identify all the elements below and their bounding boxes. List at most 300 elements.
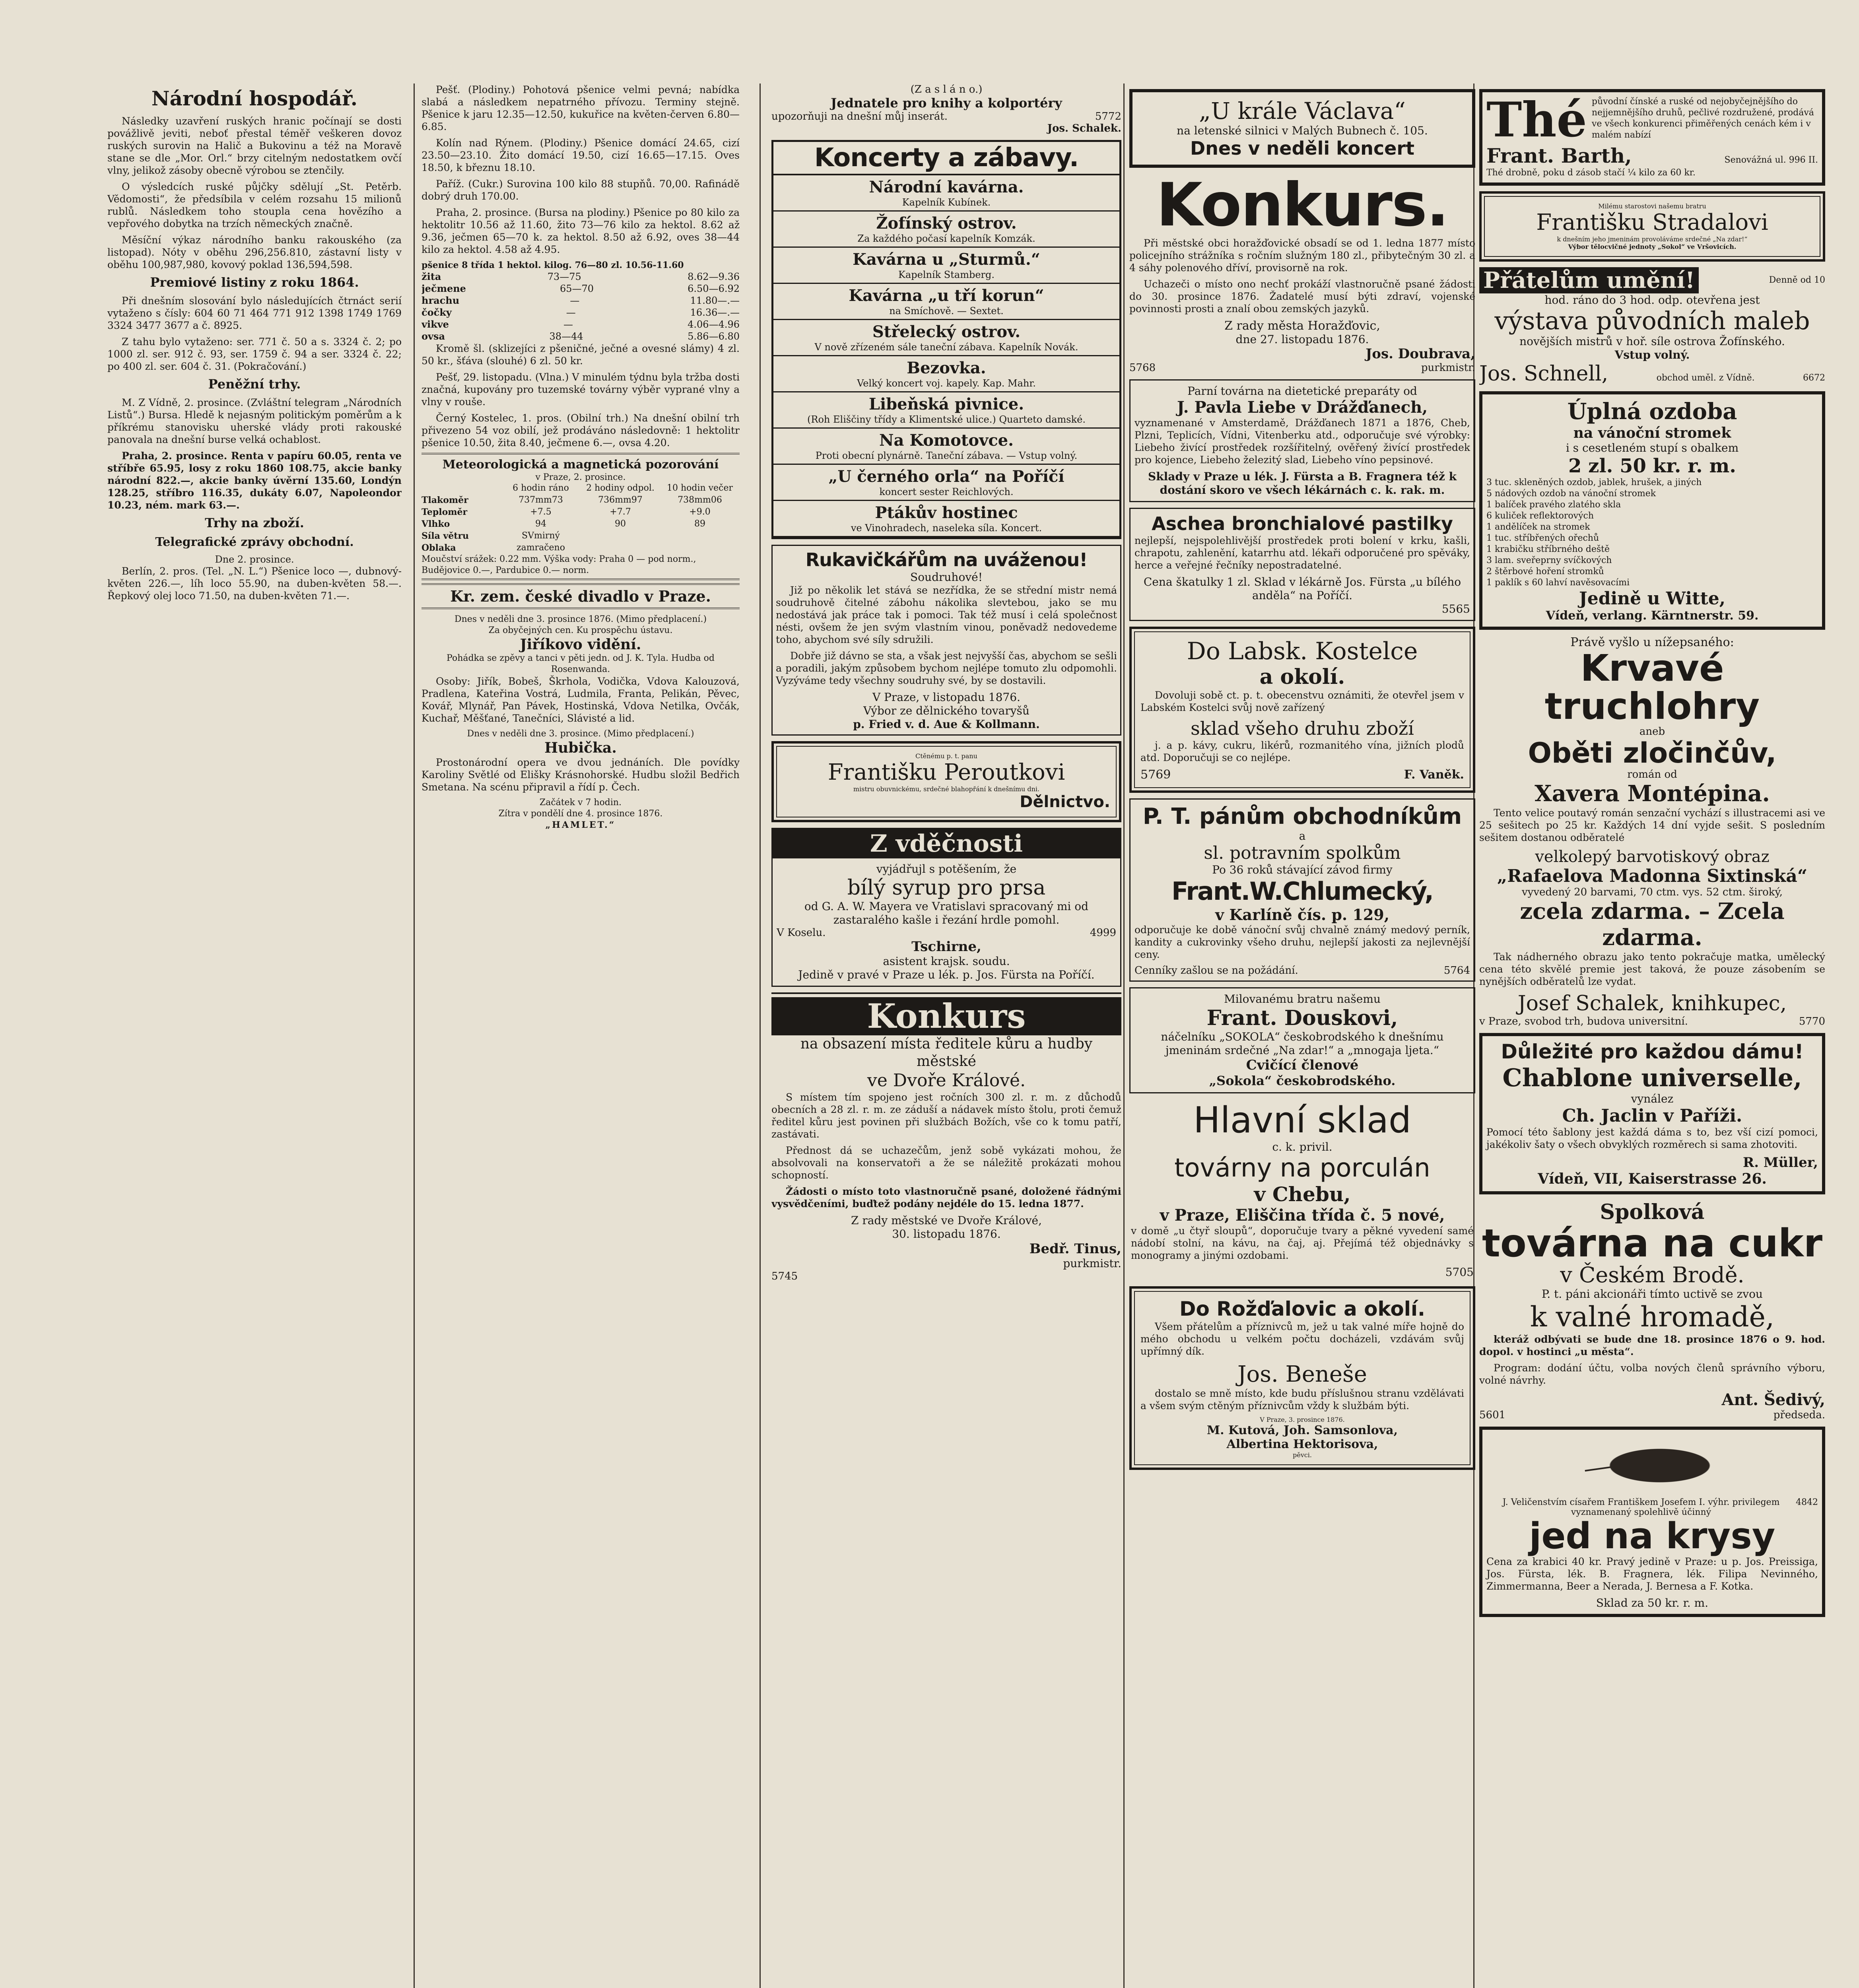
notice-number: 5772 [1095, 111, 1121, 122]
glovers-salutation: Soudruhové! [910, 571, 983, 584]
prat-fee: Vstup volný. [1614, 348, 1690, 361]
article-paragraph: Žádosti o místo toto vlastnoručně psané, doložené řádnými vysvědčeními, buďtež podány nejdéle do 15. ledna 1877. [771, 1186, 1121, 1209]
syrup-product: bílý syrup pro prsa [847, 876, 1046, 900]
article-paragraph: Tento velice poutavý román senzační vychází s illustracemi asi ve 25 sešitech po 25 kr. Každých 14 dní vyjde sešit. S posledním sešitem dostanou odběratelé [1479, 807, 1825, 843]
hlav-heading: Hlavní sklad [1193, 1099, 1412, 1141]
column-rule [414, 83, 415, 1988]
concert-detail: na Smíchově. — Sextet. [889, 305, 1004, 316]
price-table [422, 271, 740, 342]
price-cell: 8.62—9.36 [688, 271, 740, 282]
concert-venue: Kavárna u „Sturmů.“ [853, 250, 1040, 269]
glovers-heading: Rukavičkářům na uváženou! [805, 549, 1088, 571]
upl-seller: Jedině u Witte, [1579, 588, 1726, 609]
syrup-line: vyjádřujl s potěšením, že [876, 862, 1017, 876]
concert-venue: „U černého orla“ na Poříčí [828, 467, 1065, 486]
dous-line: Milovanému bratru našemu [1224, 992, 1381, 1006]
met-cell: Oblaka [422, 543, 456, 553]
article-paragraph: Již po několik let stává se nezřídka, že se střední mistr nemá soudruhově čitelné zábohu nákolika slevtebou, jako se mu nedostává jak práce tak i pomoci. Tak též musí i celá společnost nésti, ovšem že jen svým vlastním vinou, poněvadž nedovedeme toho, abychom své síly sdružili. [776, 584, 1117, 645]
roz-signature: M. Kutová, Joh. Samsonlova, [1206, 1423, 1398, 1437]
price-table-head: pšenice 8 třída 1 hektol. kilog. 76—80 zl. 10.56-11.60 [422, 260, 684, 270]
upl-heading: Úplná ozdoba [1567, 398, 1737, 425]
novel-title: Krvavé truchlohry [1544, 647, 1760, 728]
douska-greeting [1129, 987, 1475, 1093]
syrup-ad [771, 828, 1121, 987]
subsection-title: Premiové listiny z roku 1864. [150, 275, 359, 290]
tea-note: Thé drobně, poku d zásob stačí ¼ kilo za 60 kr. [1486, 168, 1696, 178]
article-paragraph: Dovoluji sobě ct. p. t. obecenstvu oznámiti, že otevřel jsem v Labském Kostelci svůj nově zařízený [1140, 689, 1464, 713]
met-section [422, 453, 740, 580]
met-cell: SVmirný [522, 531, 560, 541]
date-line: Dne 2. prosince. [215, 554, 294, 565]
met-cell: 10 hodin večer [667, 483, 733, 493]
met-row [422, 482, 740, 494]
prat-h2: výstava původních maleb [1494, 306, 1810, 335]
concert-detail: Za každého počasí kapelník Komzák. [857, 233, 1035, 244]
met-note: Moučství srážek: 0.22 mm. Výška vody: Praha 0 — pod norm., Budějovice 0.—, Pardubice 0.— norm. [422, 554, 696, 575]
prat-line: novějších mistrů v hoř. síle ostrova Žofínského. [1519, 335, 1785, 348]
sugar-city: v Českém Brodě. [1560, 1262, 1744, 1287]
subsection-title: Peněžní trhy. [208, 377, 301, 392]
price-cell: — [566, 307, 576, 318]
subsection-title: Telegrafické zprávy obchodní. [155, 535, 354, 549]
concert-entry [773, 429, 1119, 465]
syrup-heading: Z vděčnosti [773, 829, 1120, 858]
met-cell: +7.5 [530, 507, 552, 517]
theatre-line: Zítra v pondělí dne 4. prosince 1876. [498, 809, 663, 819]
article-paragraph: Program: dodání účtu, volba nových členů správního výboru, volné návrhy. [1479, 1362, 1825, 1386]
tea-merchant: Frant. Barth, [1486, 144, 1632, 167]
article-paragraph: Přednost dá se uchazečům, jenž sobě vykázati mohou, že absolvovali na konservatoři a že se náležitě prokázati mohou schopností. [771, 1145, 1121, 1181]
konkurs-signature: Jos. Doubrava, [1366, 346, 1475, 362]
article-paragraph: Pešť. (Plodiny.) Pohotová pšenice velmi pevná; nabídka slabá a následkem nepatrného přívozu. Terminy stejně. Pšenice k jaru 12.35—12.50, kukuřice na květen-červen 6.80—6.85. [422, 84, 740, 132]
upl-address: Vídeň, verlang. Kärntnerstr. 59. [1546, 609, 1759, 623]
ad-number: 6672 [1803, 373, 1825, 383]
dous-line: náčelníku „SOKOLA“ českobrodského k dnešnímu jmeninám srdečné „Na zdar!“ a „mnogaja ljeta.“ [1161, 1030, 1444, 1057]
decoration-item: 1 balíček pravého zlatého skla [1486, 500, 1621, 510]
tea-ad [1479, 89, 1825, 186]
column-ads-1 [1129, 83, 1475, 1988]
theatre-line: Začátek v 7 hodin. [539, 798, 622, 808]
column-rule [1123, 83, 1125, 1988]
upl-sub: na vánoční stromek [1573, 425, 1731, 441]
strad-name: Františku Stradalovi [1536, 210, 1768, 235]
concert-venue: Národní kavárna. [869, 178, 1024, 196]
strad-line: k dnešním jeho jmeninám provoláváme srdečné „Na zdar!“ [1557, 235, 1748, 243]
article-paragraph: Kromě šl. (sklizejíci z pšeničné, ječné a ovesné slámy) 4 zl. 50 kr., šťáva (slouhé) 6 zl. 50 kr. [422, 343, 740, 367]
sugar-heading: továrna na cukr [1482, 1221, 1823, 1266]
met-cell: +7.7 [610, 507, 631, 517]
theatre-description: Prostonárodní opera ve dvou jednáních. Dle povídky Karoliny Světlé od Elišky Krásnohorské. Hudbu složil Bedřich Smetana. Na scénu připravil a řídí p. Čech. [422, 757, 740, 793]
met-row [422, 506, 740, 518]
novel-premium: velkolepý barvotiskový obraz [1535, 848, 1770, 866]
konkurs-date: dne 27. listopadu 1876. [1235, 333, 1369, 346]
glovers-notice [771, 545, 1121, 736]
novel-address: v Praze, svobod trh, budova universitní. [1479, 1015, 1688, 1027]
price-cell: 4.06—4.96 [688, 319, 740, 330]
article-paragraph: j. a p. kávy, cukru, likérů, rozmanitého vína, jižních plodů atd. Doporučuji se co nejlépe. [1140, 740, 1464, 763]
greeting-name: Františku Peroutkovi [828, 759, 1065, 785]
price-cell: 65—70 [560, 283, 594, 294]
price-cell: 38—44 [549, 331, 583, 342]
decoration-item: 1 paklík s 60 lahví navěsovacími [1486, 578, 1630, 588]
concert-entry [773, 175, 1119, 212]
syrup-signature: asistent krajsk. soudu. [883, 955, 1010, 968]
column-entertainment [771, 83, 1121, 1988]
novel-subtitle: Oběti zločinčův, [1528, 737, 1777, 769]
met-cell: 736mm97 [598, 495, 643, 505]
christmas-tree-ad [1479, 391, 1825, 630]
roz-name: Jos. Beneše [1237, 1361, 1367, 1387]
strad-line: Milému starostovi našemu bratru [1598, 202, 1706, 210]
novel-free: zcela zdarma. – Zcela zdarma. [1520, 898, 1785, 951]
met-cell: Vlhko [422, 519, 450, 529]
article-paragraph: Berlín, 2. pros. (Tel. „N. L.“) Pšenice loco —, dubnový-květen 226.—, líh loco 55.90, na duben-květen 58.—. Řepkový olej loco 71.50, na duben-květen 71.—. [107, 565, 402, 602]
hlav-sub: c. k. privil. [1272, 1140, 1333, 1153]
greeting-peroutka [771, 741, 1121, 822]
syrup-number: 4999 [1090, 927, 1116, 939]
subsection-title: Trhy na zboží. [205, 515, 304, 530]
kral-heading: „U krále Václava“ [1199, 97, 1406, 124]
konkurs-signature: purkmistr. [1421, 362, 1475, 374]
concerts-list [773, 175, 1119, 537]
rat-poison-ad [1479, 1427, 1825, 1617]
roz-date: V Praze, 3. prosince 1876. [1260, 1416, 1345, 1423]
column-economy [107, 83, 402, 1988]
theatre-play-title: Jiříkovo vidění. [520, 636, 641, 653]
met-cell: 737mm73 [519, 495, 563, 505]
labsky-kostelec-ad [1129, 627, 1475, 793]
rat-line: Sklad za 50 kr. r. m. [1596, 1596, 1709, 1609]
greeting-line: mistru obuvnickému, srdečné blahopřání k dnešnímu dni. [853, 785, 1040, 793]
article-paragraph: Následky uzavření ruských hranic počínají se dosti povážlivě jeviti, neboť přestal téměř veškeren dovoz ruských surovin na Halič a Bukovinu a též na Moravě stane se dle „Mor. Orl.“ brzy citelným nedostatkem ovčí vlny, jelikož zásoby obecně výrobou se ztenčily. [107, 115, 402, 176]
concert-entry [773, 320, 1119, 356]
met-cell [660, 530, 740, 542]
price-cell: žita [422, 271, 441, 282]
decoration-item: 1 tuc. stříbřených ořechů [1486, 533, 1599, 543]
novel-premium-title: „Rafaelova Madonna Sixtinská“ [1497, 866, 1808, 886]
met-cell: 2 hodiny odpol. [586, 483, 655, 493]
sugar-signature: předseda. [1773, 1409, 1825, 1421]
lab-store: sklad všeho druhu zboží [1191, 718, 1414, 739]
price-cell: 11.80—.— [690, 295, 740, 306]
concert-detail: V nově zřízeném sále taneční zábava. Kapelník Novák. [814, 342, 1078, 353]
article-paragraph: Pešť, 29. listopadu. (Vlna.) V minulém týdnu byla tržba dosti značná, kupovány pro tuzemské továrny výběr vyprané vlny a vlny v rouše. [422, 371, 740, 408]
liebe-ad [1129, 379, 1475, 502]
price-cell: vikve [422, 318, 449, 330]
article-paragraph: odporučuje ke době vánoční svůj chvalně známý medový perník, kandity a cukrovinky všeho druhu, nejlepší jakosti za nejlevnější ceny. [1134, 924, 1470, 960]
konkurs-signature: purkmistr. [1063, 1257, 1121, 1270]
met-row [422, 494, 740, 506]
price-row [422, 330, 740, 342]
kral-line: Dnes v neděli koncert [1190, 138, 1414, 159]
kral-sub: na letenské silnici v Malých Bubnech č. 105. [1177, 124, 1428, 137]
ad-number: 5601 [1479, 1409, 1506, 1421]
article-paragraph: Paříž. (Cukr.) Surovina 100 kilo 88 stupňů. 70,00. Rafinádě dobrý druh 170.00. [422, 178, 740, 202]
price-cell: čočky [422, 307, 452, 318]
upl-line: i s cesetleném stupí s obalkem [1566, 441, 1739, 454]
met-subtitle: v Praze, 2. prosince. [535, 472, 626, 482]
price-row [422, 271, 740, 283]
theatre-cast: Osoby: Jiřík, Bobeš, Škrhola, Vodička, Vdova Kalouzová, Pradlena, Kateřina Vostrá, Ludmila, Franta, Pelikán, Pěvec, Kovář, Mlynář, Pan Pávek, Hostinská, Vdova Netilka, Ovčák, Kuchař, Měšťané, Tanečníci, Slávisté a lid. [422, 676, 740, 724]
kral-vaclav-ad [1129, 89, 1475, 168]
met-table [422, 482, 740, 554]
ad-number: 5769 [1140, 768, 1171, 782]
article-paragraph: Uchazeči o místo ono nechť prokáží vlastnoručně psané žádosti do 30. prosince 1876. Žadatelé musí býti zdraví, vojenské povinnosti prosti a znalí obou zemských jazyků. [1129, 278, 1475, 315]
article-paragraph: Při dnešním slosování bylo následujících čtrnáct serií vytaženo s čísly: 604 60 71 464 771 912 1398 1749 1769 3324 3477 3677 a č. 8925. [107, 295, 402, 331]
article-paragraph: dostalo se mně místo, kde budu příslušnou stranu vzdělávati a všem svým ctěným příznivcům vždy k službám býti. [1140, 1388, 1464, 1411]
prat-signature: obchod uměl. z Vídně. [1656, 373, 1755, 383]
article-paragraph: Měsíční výkaz národního banku rakouského (za listopad). Nóty v oběhu 296,256.810, zástavní listy v oběhu 100,987,980, kovový poklad 136,594,598. [107, 234, 402, 270]
price-row [422, 283, 740, 295]
greeting-line: Ctěnému p. t. panu [915, 752, 977, 760]
theatre-line: Pohádka se zpěvy a tanci v pěti jedn. od J. K. Tyla. Hudba od Rosenwanda. [447, 653, 715, 674]
glovers-signature: Výbor ze dělnického tovaryšů [863, 704, 1030, 717]
roz-signature: pěvci. [1293, 1451, 1312, 1459]
price-cell: ovsa [422, 330, 445, 342]
aschea-footer: Cena škatulky 1 zl. Sklad v lékárně Jos. Fürsta „u bílého anděla“ na Poříčí. [1143, 575, 1461, 602]
chablone-ad [1479, 1033, 1825, 1194]
ad-number: 5764 [1443, 965, 1470, 977]
article-paragraph: Cena za krabici 40 kr. Pravý jedině v Praze: u p. Jos. Preissiga, Jos. Fürsta, lék. B. Fragnera, lék. Filipa Nevinného, Zimmermanna, Beer a Nerada, J. Bernesa a F. Kotka. [1486, 1556, 1818, 1592]
pt-line: Po 36 roků stávající závod firmy [1212, 863, 1393, 876]
met-cell: Tlakoměr [422, 495, 468, 505]
prat-heading: Přátelům umění! [1479, 267, 1699, 293]
notice-signature: Jos. Schalek. [1047, 122, 1121, 134]
ad-number: 5770 [1799, 1015, 1825, 1027]
konkurs-choir-notice [771, 992, 1121, 1285]
tea-text: původní čínské a ruské od nejobyčejnějšího do nejjemnějšího druhů, pečlivé rozdružené, prodává ve všech konkurenci přiměřených cenách kém i v malém nabízí [1591, 97, 1814, 140]
liebe-name: J. Pavla Liebe v Drážďanech, [1177, 398, 1428, 417]
article-paragraph: Kolín nad Rýnem. (Plodiny.) Pšenice domácí 24.65, cizí 23.50—23.10. Žito domácí 19.50, cizí 16.65—17.15. Oves 18.50, k březnu 18.10. [422, 137, 740, 173]
ad-number: 5768 [1129, 362, 1156, 374]
novel-premium-size: vyvedený 20 barvami, 70 ctm. vys. 52 ctm. široký, [1521, 886, 1783, 898]
met-cell: Síla větru [422, 531, 469, 541]
theatre-line: „HAMLET.“ [545, 820, 616, 830]
art-exhibition-ad [1479, 267, 1825, 386]
stradal-greeting [1479, 191, 1825, 262]
concert-entry [773, 248, 1119, 284]
met-cell: 90 [615, 519, 626, 529]
met-cell: 6 hodin ráno [513, 483, 569, 493]
met-cell [581, 530, 660, 542]
liebe-line: Parní továrna na dietetické preparáty od [1187, 384, 1417, 398]
dous-signature: Cvičící členové [1246, 1057, 1359, 1073]
price-row [422, 318, 740, 330]
concert-venue: Bezovka. [907, 359, 986, 377]
concert-detail: (Roh Eliščiny třídy a Klimentské ulice.) Quarteto damské. [807, 414, 1086, 425]
syrup-footer: Jedině v pravé v Praze u lék. p. Jos. Fürsta na Poříčí. [798, 968, 1095, 981]
konkurs-date: 30. listopadu 1876. [892, 1227, 1001, 1241]
theatre-title: Kr. zem. české divadlo v Praze. [422, 583, 740, 609]
concert-venue: Střelecký ostrov. [872, 322, 1021, 341]
theatre-line: Za obyčejných cen. Ku prospěchu ústavu. [488, 625, 673, 635]
concert-entry [773, 356, 1119, 392]
price-row [422, 307, 740, 318]
met-cell [422, 482, 501, 494]
lab-sub: a okolí. [1259, 665, 1345, 689]
newspaper-page [24, 24, 1835, 1988]
article-paragraph: Černý Kostelec, 1. pros. (Obilní trh.) Na dnešní obilní trh přivezeno 54 voz obilí, jež prodáváno následovně: 1 hektolitr pšenice 10.50, žita 8.40, ječmene 6.—, ovsa 4.20. [422, 412, 740, 448]
pt-a: a [1299, 829, 1306, 843]
roz-heading: Do Rožďalovic a okolí. [1179, 1297, 1426, 1320]
price-row [422, 295, 740, 307]
price-cell: 5.86—6.80 [688, 331, 740, 342]
met-cell: 89 [694, 519, 705, 529]
column-markets [422, 83, 740, 1988]
concert-entry [773, 465, 1119, 501]
article-paragraph: v domě „u čtyř sloupů“, doporučuje tvary a pěkné vyvedení samé nádobí stolní, na kávu, na čaj, aj. Přejímá též objednávky s monogramy a jinými ozdobami. [1131, 1225, 1474, 1261]
price-cell: — [570, 295, 580, 306]
konkurs-heading: Konkurs. [1156, 171, 1449, 240]
dam-signature: R. Müller, [1742, 1155, 1818, 1171]
konkurs-date: Z rady městské ve Dvoře Králové, [851, 1214, 1042, 1227]
notice-text: upozorňuji na dnešní můj inserát. [771, 111, 948, 122]
theatre-play-title: Hubička. [544, 740, 617, 756]
article-paragraph: nejlepší, nejspolehlivější prostředek proti bolení v krku, kašli, chrapotu, zahlenění, katarrhu atd. lékaři odporučené pro spěváky, herce a veřejné řečníky nepostradatelné. [1134, 535, 1470, 571]
met-cell: +9.0 [689, 507, 711, 517]
decoration-item: 6 kuliček reflektorových [1486, 511, 1594, 521]
glovers-signature: p. Fried v. d. Aue & Kollmann. [853, 718, 1040, 731]
pt-sub: sl. potravním spolkům [1204, 843, 1401, 863]
concert-detail: Proti obecní plynárně. Taneční zábava. — Vstup volný. [815, 450, 1078, 461]
met-row [422, 530, 740, 542]
upl-price: 2 zl. 50 kr. r. m. [1568, 455, 1736, 477]
dous-name: Frant. Douskovi, [1206, 1006, 1398, 1030]
concert-venue: Žofínský ostrov. [876, 214, 1017, 233]
rozdalovice-ad [1129, 1286, 1475, 1470]
notice-label: (Z a s l á n o.) [910, 83, 983, 95]
price-cell: — [563, 319, 573, 330]
section-title: Národní hospodář. [151, 87, 358, 110]
article-paragraph: S místem tím spojeno jest ročních 300 zl. r. m. z důchodů obecních a 28 zl. r. m. ze záduší a nádavek místo štolu, proti čemuž ředitel kůru jest povinen při službách Božích, vše co k tomu patří, zastávati. [771, 1091, 1121, 1140]
sugar-signature: Ant. Šedivý, [1721, 1390, 1825, 1409]
price-cell: 16.36—.— [690, 307, 740, 318]
met-title: Meteorologická a magnetická pozorování [442, 458, 719, 472]
syrup-line: od G. A. W. Mayera ve Vratislavi spracovaný mi od zastaralého kašle i řezání hrdle pomohl. [804, 900, 1089, 926]
prat-signature: Jos. Schnell, [1479, 362, 1608, 386]
decoration-item: 1 andělíček na stromek [1486, 522, 1590, 532]
article-paragraph: kteráž odbývati se bude dne 18. prosince 1876 o 9. hod. dopol. v hostinci „u města“. [1479, 1334, 1825, 1357]
decoration-item: 2 štěrbové hoření stromků [1486, 567, 1604, 577]
ad-number: 4842 [1796, 1497, 1818, 1507]
lab-signature: F. Vaněk. [1404, 768, 1464, 782]
article-paragraph: vyznamenané v Amsterdamě, Drážďanech 1871 a 1876, Cheb, Plzni, Teplicích, Vídni, Vitenberku atd., odporučuje své výrobky: Liebeho živící prostředek rozšířitelný, ověřený živící prostředek pro kojence, Liebeho železitý slad, Liebeho víno pepsinové. [1134, 417, 1470, 466]
concert-entry [773, 284, 1119, 320]
konkurs-date: Z rady města Horažďovic, [1224, 319, 1380, 333]
sugar-line: P. t. páni akcionáři tímto uctivě se zvou [1542, 1287, 1763, 1301]
glovers-date: V Praze, v listopadu 1876. [872, 691, 1020, 704]
greeting-signature: Dělnictvo. [1020, 793, 1110, 811]
konkurs-signature: Bedř. Tinus, [1029, 1241, 1121, 1257]
pt-address: v Karlíně čís. p. 129, [1215, 906, 1389, 924]
dam-line: vynález [1631, 1092, 1674, 1105]
concerts-heading: Koncerty a zábavy. [773, 142, 1119, 175]
konkurs-heading: Konkurs [771, 997, 1121, 1035]
ad-number: 5745 [771, 1270, 798, 1282]
theatre-line: Dnes v neděli dne 3. prosince. (Mimo předplacení.) [467, 729, 694, 739]
article-paragraph: Praha, 2. prosince. Renta v papíru 60.05, renta ve stříbře 65.95, losy z roku 1860 108.75, akcie banky národní 822.—, akcie banky úvěrní 135.60, Londýn 128.25, stříbro 116.35, dukáty 6.07, Napoleondor 10.23, ném. mark 63.—. [107, 450, 402, 511]
dam-heading: Důležité pro každou dámu! [1501, 1040, 1804, 1063]
met-row [422, 542, 740, 554]
ad-number: 5565 [1441, 602, 1470, 615]
dam-address: Vídeň, VII, Kaiserstrasse 26. [1538, 1171, 1767, 1187]
article-paragraph: Praha, 2. prosince. (Bursa na plodiny.) Pšenice po 80 kilo za hektolitr 10.56 až 11.60, žito 73—76 kilo za hektol. 8.62 až 9.36, ječmen 65—70 k. za hektol. 8.50 až 6.92, oves 38—44 kilo za hektol. 4.58 až 4.95. [422, 207, 740, 255]
prat-line: hod. ráno do 3 hod. odp. otevřena jest [1544, 293, 1760, 307]
rat-heading: jed na krysy [1529, 1515, 1775, 1557]
article-paragraph: Všem přátelům a příznivců m, jež u tak valné míře hojně do mého obchodu u velkém počtu docházeli, vzdávám svůj upřímný dík. [1140, 1321, 1464, 1357]
chlumecky-ad [1129, 798, 1475, 982]
prat-side: Denně od 10 [1769, 275, 1825, 285]
met-cell [581, 542, 660, 554]
strad-signature: Výbor tělocvičné jednoty „Sokol“ ve Vršovicích. [1568, 243, 1737, 250]
novel-publisher: Josef Schalek, knihkupec, [1517, 992, 1787, 1015]
column-rule [760, 83, 761, 1988]
article-paragraph: Dobře již dávno se sta, a však jest nejvyšší čas, abychom se sešli a poradili, jakým způsobem bychom nejlépe tomuto zlu odpomohli. Vyzýváme tedy všechny soudruhy své, by se dostavili. [776, 650, 1117, 686]
price-cell: 6.50—6.92 [688, 283, 740, 294]
just-published: Právě vyšlo u nížepsaného: [1570, 635, 1734, 649]
concerts-box [771, 140, 1121, 539]
dous-signature: „Sokola“ českobrodského. [1209, 1073, 1396, 1088]
price-cell: hrachu [422, 295, 460, 306]
novel-author: Xavera Montépina. [1535, 780, 1770, 807]
concert-entry [773, 212, 1119, 248]
article-paragraph: Při městské obci horažďovické obsadí se od 1. ledna 1877 místo policejního strážníka s ročním služným 180 zl., přibytečným 30 zl. a 4 sáhy polenového dříví, provisorně na rok. [1129, 237, 1475, 274]
ad-number: 5705 [1445, 1266, 1474, 1279]
concert-venue: Ptákův hostinec [875, 503, 1018, 522]
novel-by: román od [1627, 769, 1677, 780]
dam-product: Chablone universelle, [1502, 1063, 1802, 1092]
novel-or: aneb [1639, 726, 1665, 738]
syrup-signature: Tschirne, [911, 939, 981, 955]
pt-note: Cenníky zašlou se na požádání. [1134, 965, 1298, 977]
tea-address: Senovážná ul. 996 II. [1724, 155, 1818, 165]
met-cell: 94 [535, 519, 546, 529]
article-paragraph: O výsledcích ruské půjčky sdělují „St. Petěrb. Vědomosti“, že předsíbila v celém rozsahu 15 milionů rublů. Následkem toho stoupla cena hovězího a vepřového dobytka na trzích německých značně. [107, 181, 402, 229]
sugar-meeting: k valné hromadě, [1530, 1301, 1775, 1333]
decoration-item: 3 tuc. skleněných ozdob, jablek, hrušek, a jiných [1486, 478, 1702, 487]
lab-heading: Do Labsk. Kostelce [1187, 637, 1418, 665]
article-paragraph: Z tahu bylo vytaženo: ser. 771 č. 50 a s. 3324 č. 2; po 1000 zl. ser. 912 č. 93, ser. 1759 č. 94 a ser. 3324 č. 22; po 400 zl. ser. 604 č. 31. (Pokračování.) [107, 336, 402, 372]
konkurs-line: na obsazení místa ředitele kůru a hudby městské [800, 1036, 1093, 1070]
theatre-line: Dnes v neděli dne 3. prosince 1876. (Mimo předplacení.) [454, 614, 707, 624]
pt-name: Frant.W.Chlumecký, [1171, 877, 1433, 906]
hlav-city: v Chebu, [1254, 1182, 1351, 1206]
aschea-heading: Aschea bronchialové pastilky [1151, 513, 1453, 534]
column-ads-2 [1479, 83, 1825, 1988]
concert-venue: Kavárna „u tří korun“ [849, 286, 1044, 305]
porcelain-ad [1129, 1099, 1475, 1281]
hlav-address: v Praze, Eliščina třída č. 5 nové, [1160, 1206, 1445, 1225]
article-paragraph: M. Z Vídně, 2. prosince. (Zvláštní telegram „Národních Listů“.) Bursa. Hledě k nejasným politickým poměrům a k příkrému stanovisku uherské vlády proti rakouské panovala na dnešní burse velká ochablost. [107, 397, 402, 445]
decoration-item: 3 lam. sveřeprny svíčkových [1486, 555, 1612, 565]
concert-venue: Na Komotovce. [879, 431, 1014, 450]
concert-detail: Velký koncert voj. kapely. Kap. Mahr. [857, 378, 1036, 389]
konkurs-line: ve Dvoře Králové. [867, 1070, 1026, 1091]
hlav-h2: továrny na porculán [1174, 1153, 1430, 1183]
concert-detail: ve Vinohradech, naseleka síla. Koncert. [851, 522, 1042, 534]
price-cell: ječmene [422, 283, 466, 294]
decoration-item: 1 krabičku stříbrného deště [1486, 544, 1610, 554]
decoration-item: 5 nádových ozdob na vánoční stromek [1486, 489, 1656, 499]
rat-line: J. Veličenstvím císařem Františkem Josefem I. výhr. privilegem vyznamenaný spolehlivě účinný [1502, 1497, 1780, 1517]
concert-detail: Kapelník Kubínek. [902, 197, 991, 208]
aschea-ad [1129, 508, 1475, 621]
concert-entry [773, 501, 1119, 537]
tea-big-word: Thé [1486, 92, 1587, 148]
met-cell: zamračeno [517, 543, 565, 553]
syrup-city: V Koselu. [777, 927, 826, 939]
concert-entry [773, 392, 1119, 429]
